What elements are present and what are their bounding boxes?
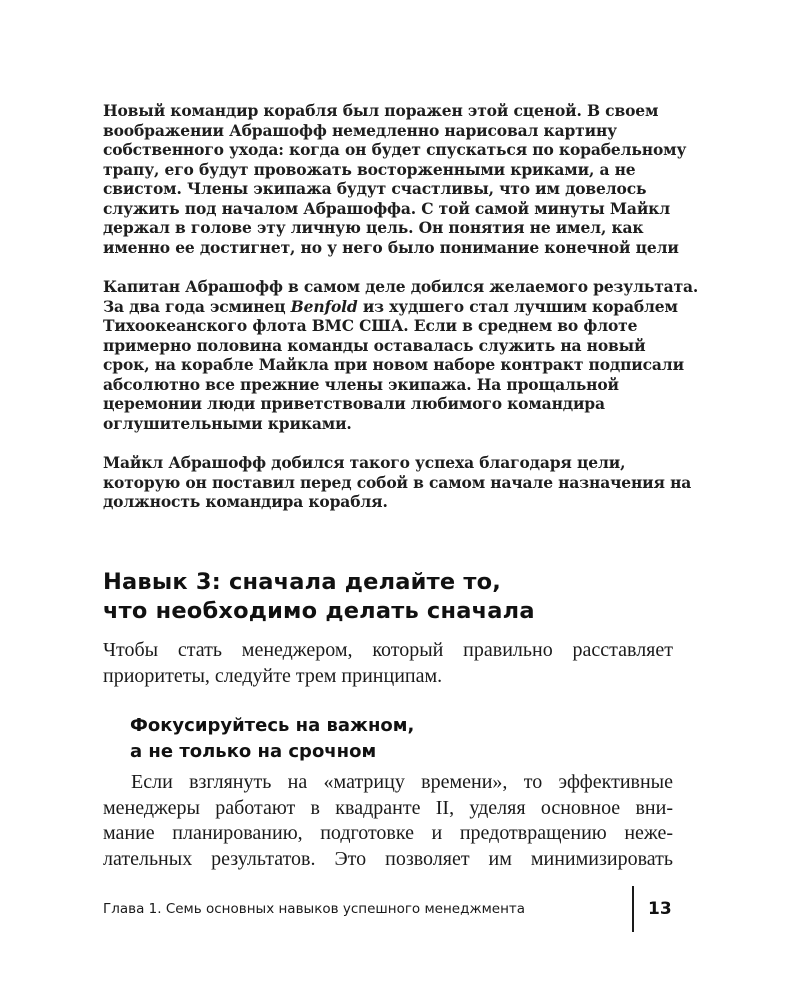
text-line: Новый командир корабля был поражен этой сценой. В своем: [103, 101, 659, 120]
section-heading: [103, 568, 703, 626]
text-line: свистом. Члены экипажа будут счастливы, что им довелось: [103, 179, 647, 198]
heading-line: что необходимо делать сначала: [103, 598, 535, 624]
text-line: приоритеты, следуйте трем принципам.: [103, 665, 443, 687]
text-line: которую он поставил перед собой в самом начале назначения на: [103, 472, 692, 492]
text-line: трапу, его будут провожать восторженными криками, а не: [103, 159, 636, 179]
paragraph-1: [103, 101, 687, 257]
text-line: держал в голове эту личную цель. Он понятия не имел, как: [103, 218, 644, 237]
text-line: Майкл Абрашофф добился такого успеха благодаря цели,: [103, 453, 626, 472]
body-paragraph: [103, 770, 673, 872]
text-line: менеджеры работают в квадранте II, уделяя основное вни-: [103, 796, 673, 819]
running-footer-chapter-title: Глава 1. Семь основных навыков успешного менеджмента: [103, 901, 526, 917]
text-line: оглушительными криками.: [103, 413, 352, 433]
heading-line: Навык 3: сначала делайте то,: [103, 569, 502, 595]
text-line: служить под началом Абрашоффа. С той самой минуты Майкл: [103, 198, 670, 218]
text-line: Если взглянуть на «матрицу времени», то эффективные: [131, 771, 673, 793]
text-line: церемонии люди приветствовали любимого командира: [103, 394, 605, 413]
text-line-with-italic: [103, 296, 678, 317]
footer-divider: [632, 886, 634, 932]
text-line: абсолютно все прежние члены экипажа. На прощальной: [103, 374, 619, 394]
page-number: 13: [648, 899, 672, 919]
text-fragment: из худшего стал лучшим кораблем: [357, 296, 678, 316]
text-line: должность командира корабля.: [103, 492, 388, 511]
text-line: собственного ухода: когда он будет спускаться по корабельному: [103, 140, 687, 159]
text-line: примерно половина команды оставалась служить на новый: [103, 335, 646, 355]
paragraph-2: [103, 277, 699, 433]
text-line: именно ее достигнет, но у него было понимание конечной цели: [103, 237, 679, 257]
text-line: лательных результатов. Это позволяет им минимизировать: [103, 847, 673, 870]
text-line: мание планированию, подготовке и предотвращению неже-: [103, 822, 673, 844]
heading-line: Фокусируйтесь на важном,: [130, 715, 415, 736]
subsection-heading: [130, 713, 670, 765]
ship-name-italic: Benfold: [290, 296, 358, 316]
text-line: Капитан Абрашофф в самом деле добился желаемого результата.: [103, 277, 699, 296]
heading-line: а не только на срочном: [130, 741, 377, 762]
paragraph-3: [103, 453, 692, 512]
text-line: воображении Абрашофф немедленно нарисовал картину: [103, 120, 617, 140]
text-fragment: За два года эсминец: [103, 296, 291, 316]
section-lead: [103, 637, 673, 689]
text-line: Тихоокеанского флота ВМС США. Если в среднем во флоте: [103, 316, 638, 335]
text-line: срок, на корабле Майкла при новом наборе контракт подписали: [103, 355, 684, 374]
text-line: Чтобы стать менеджером, который правильно расставляет: [103, 639, 673, 661]
